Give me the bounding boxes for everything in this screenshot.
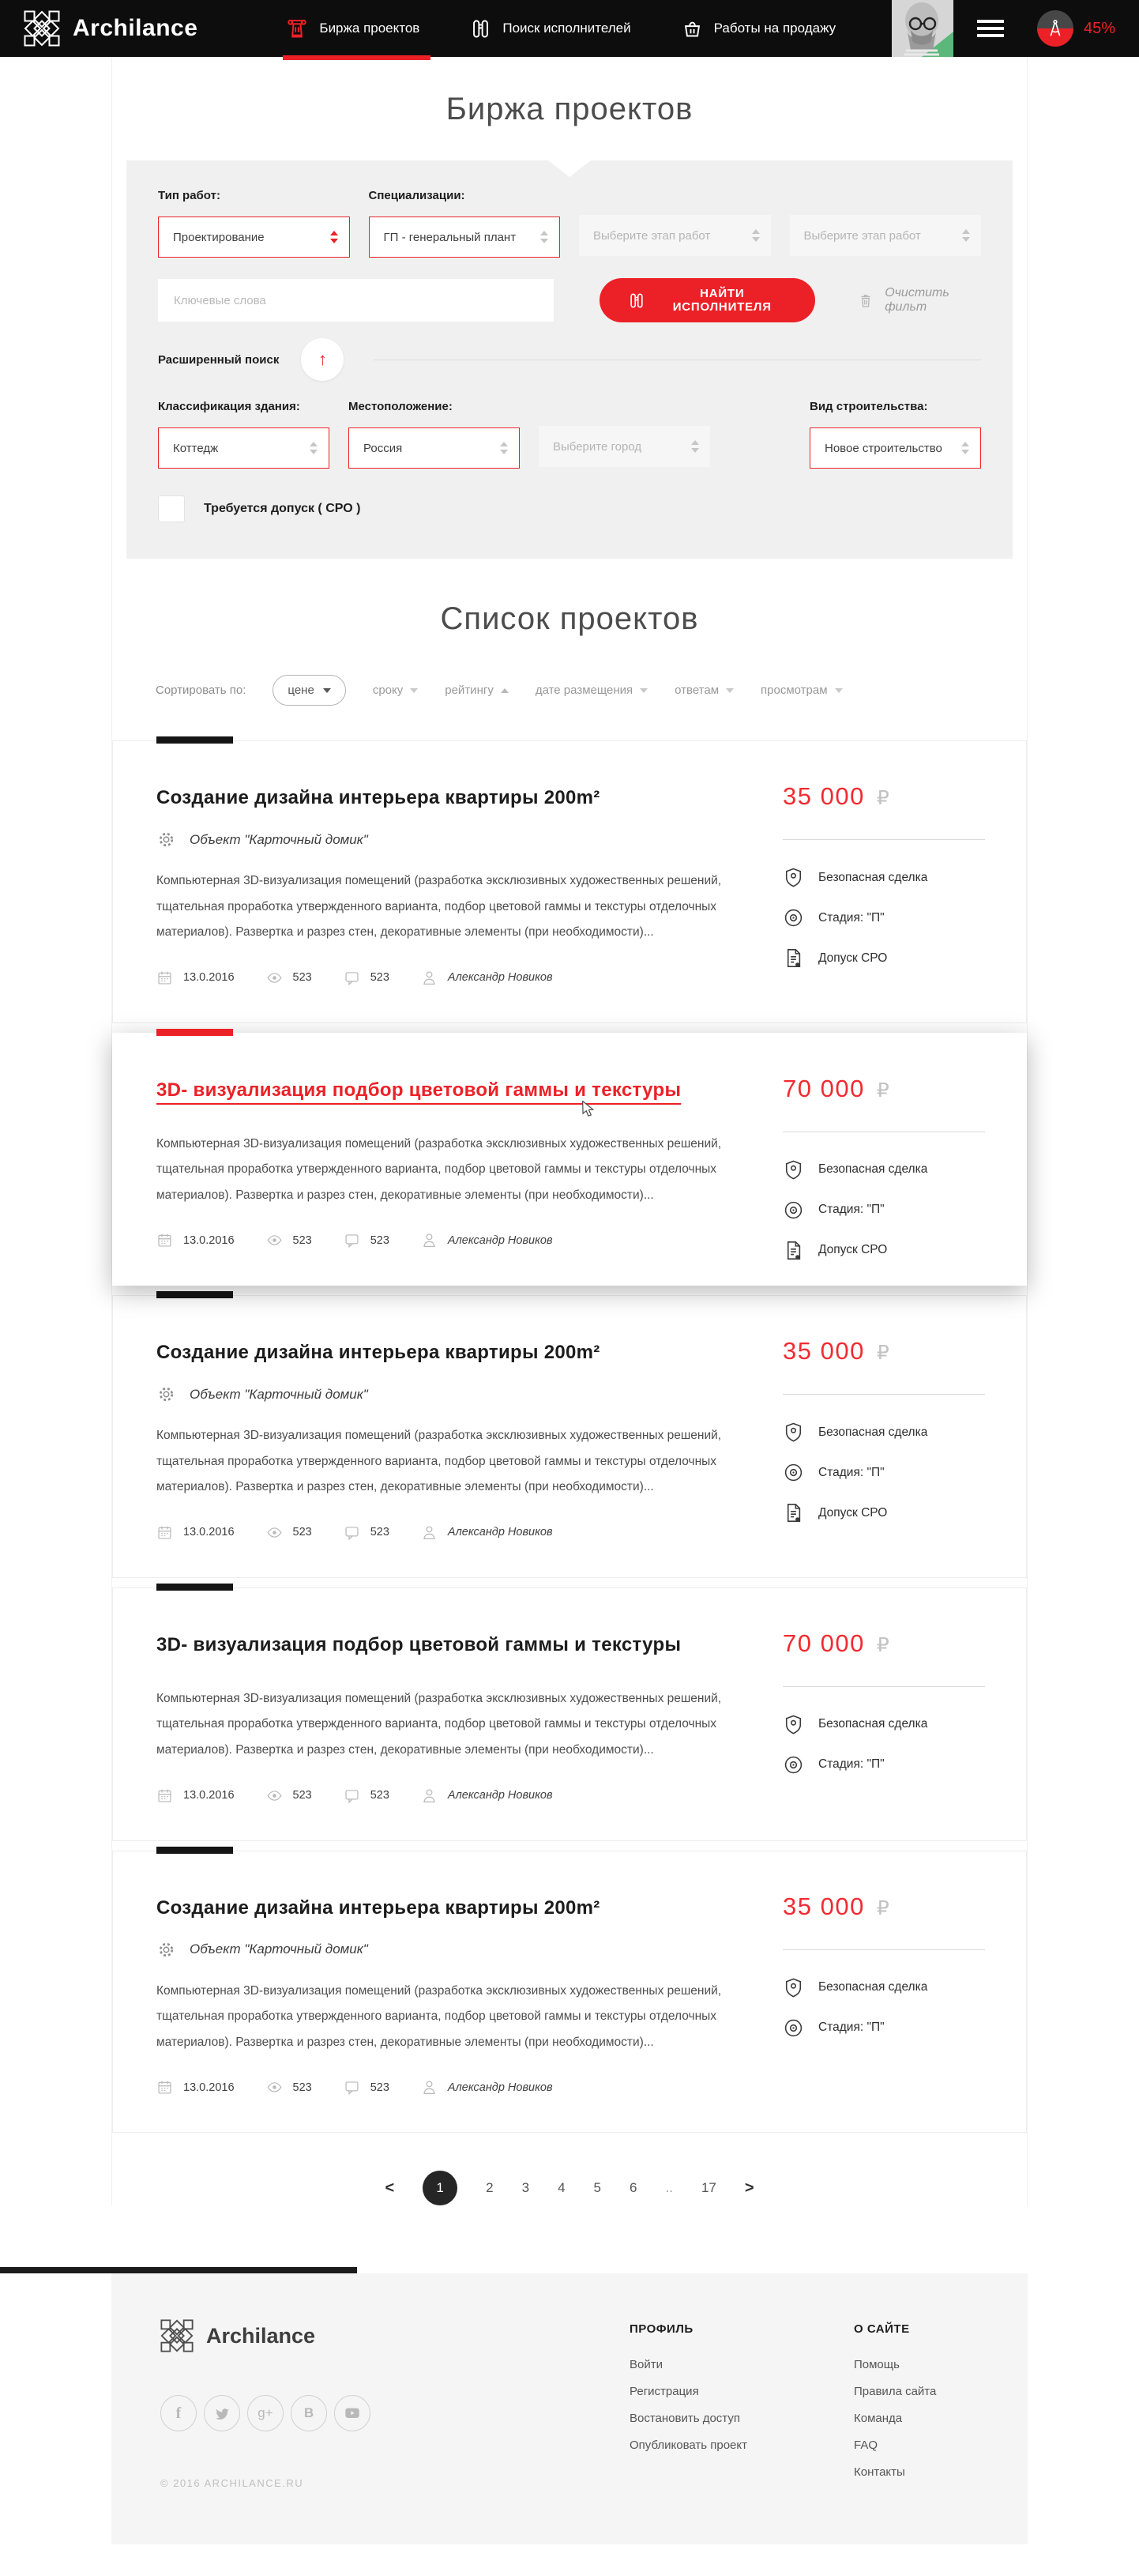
footer-link-rules[interactable]: Правила сайта — [854, 2385, 937, 2399]
nav-label: Работы на продажу — [713, 21, 836, 36]
meta-views: 523 — [266, 1232, 312, 1248]
eye-icon — [266, 1524, 283, 1541]
ruble-sign: ₽ — [876, 1896, 889, 1919]
pagination-page-2[interactable]: 2 — [486, 2180, 494, 2196]
page-bottom-spacer — [0, 2544, 1139, 2576]
document-icon — [783, 947, 804, 969]
ruble-sign: ₽ — [876, 1633, 889, 1656]
project-title-link[interactable]: 3D- визуализация подбор цветовой гаммы и текстуры — [156, 1633, 682, 1655]
keywords-input[interactable] — [158, 279, 554, 322]
project-description: Компьютерная 3D-визуализация помещений (разработка эксклюзивных художественных решений, тщательная проработка утвержденного варианта, подбор цветовой гаммы и текстуры отделочных материалов). Развертка и разрез стен, декоративные элементы (при необходимости)... — [156, 1136, 722, 1202]
meta-author[interactable]: Александр Новиков — [421, 970, 553, 986]
sort-arrows-icon — [961, 442, 969, 454]
footer-brand[interactable] — [160, 2319, 630, 2352]
card-accent-bar — [156, 1847, 233, 1854]
sort-option-label: просмотрам — [761, 684, 828, 697]
menu-button[interactable] — [977, 20, 1004, 37]
card-side — [783, 1337, 985, 1542]
badge-safe-deal: Безопасная сделка — [783, 1159, 985, 1181]
pagination-page-3[interactable]: 3 — [521, 2180, 530, 2196]
meta-date: 13.0.2016 — [156, 1787, 235, 1804]
badge-stage: Стадия: "П" — [783, 907, 985, 928]
person-icon — [421, 1232, 438, 1248]
pagination-page-4[interactable]: 4 — [558, 2180, 566, 2196]
project-card — [112, 1587, 1027, 1841]
advanced-search-toggle[interactable] — [301, 338, 344, 381]
person-icon — [421, 2079, 438, 2096]
calendar-icon — [156, 1524, 173, 1541]
meta-comments: 523 — [344, 1787, 389, 1804]
ruble-sign: ₽ — [876, 1078, 889, 1102]
pagination-prev[interactable]: < — [385, 2179, 395, 2197]
project-card — [112, 740, 1027, 1023]
google-plus-icon[interactable]: g+ — [247, 2395, 284, 2431]
project-price — [783, 782, 985, 811]
sort-arrows-icon — [962, 229, 970, 242]
dropdown-value: Коттедж — [173, 441, 219, 455]
stage-target-icon — [783, 2017, 804, 2039]
footer-wrap — [111, 2273, 1028, 2544]
work-stage-dropdown-2[interactable] — [790, 215, 982, 256]
shield-icon — [783, 1714, 804, 1735]
footer — [111, 2273, 1028, 2544]
gear-icon — [156, 1384, 176, 1404]
binoculars-icon — [628, 291, 645, 311]
card-side — [783, 1892, 985, 2058]
badge-sro: Допуск СРО — [783, 1502, 985, 1523]
ruble-sign: ₽ — [876, 786, 889, 809]
footer-left — [160, 2319, 630, 2492]
sort-arrows-icon — [752, 229, 760, 242]
column-icon — [286, 17, 308, 40]
vkontakte-icon[interactable]: В — [291, 2395, 327, 2431]
main-nav — [286, 0, 836, 57]
project-description: Компьютерная 3D-визуализация помещений (разработка эксклюзивных художественных решений, тщательная проработка утвержденного варианта, подбор цветовой гаммы и текстуры отделочных материалов). Развертка и разрез стен, декоративные элементы (при необходимости)... — [156, 1429, 722, 1494]
meta-date: 13.0.2016 — [156, 1524, 235, 1541]
profile-progress-circle[interactable] — [1037, 10, 1073, 47]
dropdown-value: ГП - генеральный плант — [383, 230, 517, 244]
copyright: © 2016 ARCHILANCE.RU — [160, 2477, 304, 2490]
building-class-dropdown[interactable] — [158, 427, 329, 469]
trash-icon — [858, 292, 874, 310]
advanced-search-label[interactable]: Расширенный поиск — [158, 352, 280, 367]
brand-logo-icon — [24, 10, 60, 47]
building-class-label: Классификация здания: — [158, 400, 300, 413]
footer-link-register[interactable]: Регистрация — [630, 2385, 699, 2399]
city-dropdown[interactable] — [539, 426, 710, 467]
footer-column-title: ПРОФИЛЬ — [630, 2322, 694, 2337]
footer-column-profile — [630, 2319, 854, 2492]
comment-icon — [344, 970, 360, 986]
location-label: Местоположение: — [348, 400, 453, 413]
badge-sro: Допуск СРО — [783, 1240, 985, 1261]
user-avatar[interactable] — [892, 0, 953, 57]
basket-icon — [682, 18, 703, 40]
find-performer-label: НАЙТИ ИСПОЛНИТЕЛЯ — [672, 287, 772, 314]
clear-filter-label: Очистить фильт — [885, 286, 949, 314]
project-title-link[interactable]: Создание дизайна интерьера квартиры 200m² — [156, 787, 600, 808]
badge-stage: Стадия: "П" — [783, 1754, 985, 1776]
project-object-label: Объект "Карточный домик" — [190, 831, 368, 847]
caret-down-icon — [640, 688, 648, 693]
card-side — [783, 782, 985, 988]
meta-date: 13.0.2016 — [156, 2079, 235, 2096]
project-title-link[interactable]: 3D- визуализация подбор цветовой гаммы и текстуры — [156, 1079, 804, 1102]
document-icon — [783, 1240, 804, 1261]
caret-up-icon — [501, 688, 509, 693]
brand-name: Archilance — [73, 15, 198, 41]
comment-icon — [344, 2079, 360, 2096]
construction-type-dropdown[interactable] — [810, 427, 981, 469]
specialization-label: Специализации: — [368, 189, 465, 202]
construction-type-label: Вид строительства: — [810, 400, 928, 413]
profile-progress-value: 45% — [1083, 19, 1115, 37]
badge-safe-deal: Безопасная сделка — [783, 1422, 985, 1443]
nav-label: Биржа проектов — [319, 21, 420, 36]
brand-logo-icon — [160, 2319, 194, 2352]
nav-item-works-for-sale[interactable] — [682, 0, 836, 57]
meta-date: 13.0.2016 — [156, 970, 235, 986]
pagination-ellipsis[interactable]: .. — [665, 2180, 673, 2196]
footer-brand-name: Archilance — [206, 2323, 316, 2348]
sort-by-price[interactable] — [273, 675, 345, 706]
brand[interactable] — [24, 10, 197, 47]
project-price — [783, 1075, 985, 1103]
eye-icon — [266, 1232, 283, 1248]
project-description: Компьютерная 3D-визуализация помещений (разработка эксклюзивных художественных решений, тщательная проработка утвержденного варианта, подбор цветовой гаммы и текстуры отделочных материалов). Развертка и разрез стен, декоративные элементы (при необходимости)... — [156, 1983, 722, 2049]
badge-stage: Стадия: "П" — [783, 2017, 985, 2039]
calendar-icon — [156, 970, 173, 986]
list-title: Список проектов — [440, 601, 699, 636]
nav-item-project-exchange[interactable] — [286, 0, 419, 57]
footer-link-faq[interactable]: FAQ — [854, 2439, 878, 2453]
specialization-dropdown[interactable] — [369, 217, 561, 258]
dropdown-placeholder: Выберите этап работ — [803, 228, 921, 243]
calendar-icon — [156, 1232, 173, 1248]
badge-stage: Стадия: "П" — [783, 1199, 985, 1221]
project-price — [783, 1892, 985, 1921]
arrow-up-icon: ↑ — [318, 349, 327, 369]
project-card — [112, 1295, 1027, 1578]
eye-icon — [266, 1787, 283, 1804]
footer-column-about — [854, 2319, 979, 2492]
caret-down-icon — [323, 688, 331, 693]
shield-icon — [783, 1977, 804, 1998]
project-title-link[interactable]: Создание дизайна интерьера квартиры 200m² — [156, 1896, 600, 1919]
meta-views: 523 — [266, 1524, 312, 1541]
price-value: 70 000 — [783, 1629, 865, 1657]
stage-target-icon — [783, 1199, 804, 1221]
gear-icon — [156, 1940, 176, 1960]
meta-date: 13.0.2016 — [156, 1232, 235, 1248]
divider — [783, 1949, 985, 1950]
compass-icon — [1045, 18, 1066, 39]
sort-option-label: ответам — [675, 684, 720, 697]
project-card — [112, 1851, 1027, 2133]
badge-stage: Стадия: "П" — [783, 1462, 985, 1483]
card-side — [783, 1629, 985, 1795]
meta-comments: 523 — [344, 1232, 389, 1248]
sort-by-date[interactable] — [536, 684, 648, 697]
comment-icon — [344, 1787, 360, 1804]
pagination-page-17[interactable]: 17 — [701, 2180, 716, 2196]
calendar-icon — [156, 1787, 173, 1804]
sort-by-answers[interactable] — [675, 684, 734, 697]
find-performer-button[interactable] — [600, 278, 815, 322]
pagination-page-6[interactable]: 6 — [630, 2180, 637, 2196]
pagination — [112, 2171, 1027, 2205]
clear-filter-button[interactable] — [858, 286, 981, 314]
caret-down-icon — [726, 688, 734, 693]
project-object-label: Объект "Карточный домик" — [190, 1386, 368, 1402]
meta-comments: 523 — [344, 2079, 389, 2096]
card-accent-bar — [156, 1029, 233, 1036]
stage-target-icon — [783, 1462, 804, 1483]
project-price — [783, 1629, 985, 1658]
project-object-label: Объект "Карточный домик" — [190, 1941, 368, 1957]
mouse-cursor-icon — [581, 1100, 595, 1122]
footer-link-publish-project[interactable]: Опубликовать проект — [630, 2439, 747, 2453]
dropdown-value: Проектирование — [173, 230, 265, 244]
page-title: Биржа проектов — [445, 92, 694, 126]
sort-by-rating[interactable] — [445, 684, 509, 697]
badge-safe-deal: Безопасная сделка — [783, 867, 985, 888]
avatar-photo — [892, 0, 953, 57]
sort-arrows-icon — [500, 442, 508, 454]
footer-link-team[interactable]: Команда — [854, 2412, 903, 2426]
social-links — [160, 2395, 630, 2431]
meta-author[interactable]: Александр Новиков — [421, 2079, 553, 2096]
sort-by-term[interactable] — [373, 684, 418, 697]
badge-sro: Допуск СРО — [783, 947, 985, 969]
price-value: 35 000 — [783, 782, 865, 810]
sort-arrows-icon — [310, 442, 318, 454]
dropdown-value: Россия — [363, 441, 403, 455]
price-value: 70 000 — [783, 1074, 865, 1102]
calendar-icon — [156, 2079, 173, 2096]
ruble-sign: ₽ — [876, 1341, 889, 1365]
nav-item-find-performers[interactable] — [470, 0, 630, 57]
stage-target-icon — [783, 907, 804, 928]
sort-option-label: дате размещения — [535, 684, 633, 697]
header — [0, 0, 1139, 57]
card-accent-bar — [156, 736, 233, 744]
shield-icon — [783, 1159, 804, 1181]
binoculars-icon — [470, 18, 491, 40]
sro-checkbox-label: Требуется допуск ( СРО ) — [204, 502, 361, 515]
project-title-link[interactable]: Создание дизайна интерьера квартиры 200m² — [156, 1342, 600, 1364]
footer-link-help[interactable]: Помощь — [854, 2358, 900, 2372]
project-description: Компьютерная 3D-визуализация помещений (разработка эксклюзивных художественных решений, тщательная проработка утвержденного варианта, подбор цветовой гаммы и текстуры отделочных материалов). Развертка и разрез стен, декоративные элементы (при необходимости)... — [156, 1691, 722, 1757]
stage-target-icon — [783, 1754, 804, 1776]
comment-icon — [344, 1524, 360, 1541]
meta-comments: 523 — [344, 1524, 389, 1541]
project-price — [783, 1337, 985, 1365]
sort-arrows-icon — [330, 231, 338, 243]
caret-down-icon — [835, 688, 843, 693]
shield-icon — [783, 867, 804, 888]
divider — [783, 839, 985, 840]
pagination-page-5[interactable]: 5 — [593, 2180, 602, 2196]
content-column — [111, 57, 1028, 2205]
divider — [783, 1686, 985, 1687]
sro-checkbox[interactable] — [158, 495, 185, 522]
meta-author[interactable]: Александр Новиков — [421, 1232, 553, 1248]
price-value: 35 000 — [783, 1337, 865, 1365]
footer-link-login[interactable]: Войти — [630, 2358, 663, 2372]
card-side — [783, 1075, 985, 1280]
project-meta — [156, 2079, 983, 2096]
badge-safe-deal: Безопасная сделка — [783, 1977, 985, 1998]
sort-option-label: цене — [288, 684, 314, 697]
card-accent-bar — [156, 1291, 233, 1298]
work-type-label: Тип работ: — [158, 189, 220, 202]
person-icon — [421, 1787, 438, 1804]
pagination-next[interactable]: > — [744, 2179, 754, 2197]
active-nav-underline — [283, 55, 430, 60]
filters-panel — [126, 160, 1013, 559]
sort-option-label: рейтингу — [445, 684, 494, 697]
card-accent-bar — [156, 1584, 233, 1591]
work-type-dropdown[interactable] — [158, 217, 350, 258]
footer-accent-bar — [0, 2267, 357, 2273]
person-icon — [421, 970, 438, 986]
shield-icon — [783, 1422, 804, 1443]
meta-views: 523 — [266, 2079, 312, 2096]
sort-option-label: сроку — [372, 684, 404, 697]
meta-author[interactable]: Александр Новиков — [421, 1787, 553, 1804]
nav-label: Поиск исполнителей — [502, 21, 631, 36]
meta-author[interactable]: Александр Новиков — [421, 1524, 553, 1541]
facebook-icon[interactable]: f — [160, 2395, 197, 2431]
eye-icon — [266, 970, 283, 986]
project-card-hovered — [112, 1033, 1027, 1286]
gear-icon — [156, 830, 176, 849]
footer-column-title: О САЙТЕ — [854, 2322, 910, 2337]
caret-down-icon — [410, 688, 418, 693]
footer-link-restore-access[interactable]: Востановить доступ — [630, 2412, 740, 2426]
meta-views: 523 — [266, 970, 312, 986]
sort-arrows-icon — [691, 440, 699, 453]
meta-views: 523 — [266, 1787, 312, 1804]
divider — [783, 1394, 985, 1395]
sort-arrows-icon — [540, 231, 548, 243]
dropdown-placeholder: Выберите город — [553, 439, 642, 454]
eye-icon — [266, 2079, 283, 2096]
meta-comments: 523 — [344, 970, 389, 986]
work-stage-dropdown-1[interactable] — [579, 215, 771, 256]
twitter-icon[interactable] — [204, 2395, 240, 2431]
sort-by-views[interactable] — [761, 684, 843, 697]
header-right — [892, 0, 1139, 57]
sort-bar — [112, 675, 1027, 706]
youtube-icon[interactable] — [334, 2395, 370, 2431]
person-icon — [421, 1524, 438, 1541]
footer-link-contacts[interactable]: Контакты — [854, 2465, 905, 2480]
price-value: 35 000 — [783, 1892, 865, 1920]
dropdown-placeholder: Выберите этап работ — [593, 228, 711, 243]
badge-safe-deal: Безопасная сделка — [783, 1714, 985, 1735]
pagination-page-1[interactable]: 1 — [423, 2171, 457, 2205]
country-dropdown[interactable] — [348, 427, 520, 469]
comment-icon — [344, 1232, 360, 1248]
sort-label: Сортировать по: — [156, 684, 246, 697]
dropdown-value: Новое строительство — [825, 441, 942, 455]
project-description: Компьютерная 3D-визуализация помещений (разработка эксклюзивных художественных решений, тщательная проработка утвержденного варианта, подбор цветовой гаммы и текстуры отделочных материалов). Развертка и разрез стен, декоративные элементы (при необходимости)... — [156, 874, 722, 940]
document-icon — [783, 1502, 804, 1523]
